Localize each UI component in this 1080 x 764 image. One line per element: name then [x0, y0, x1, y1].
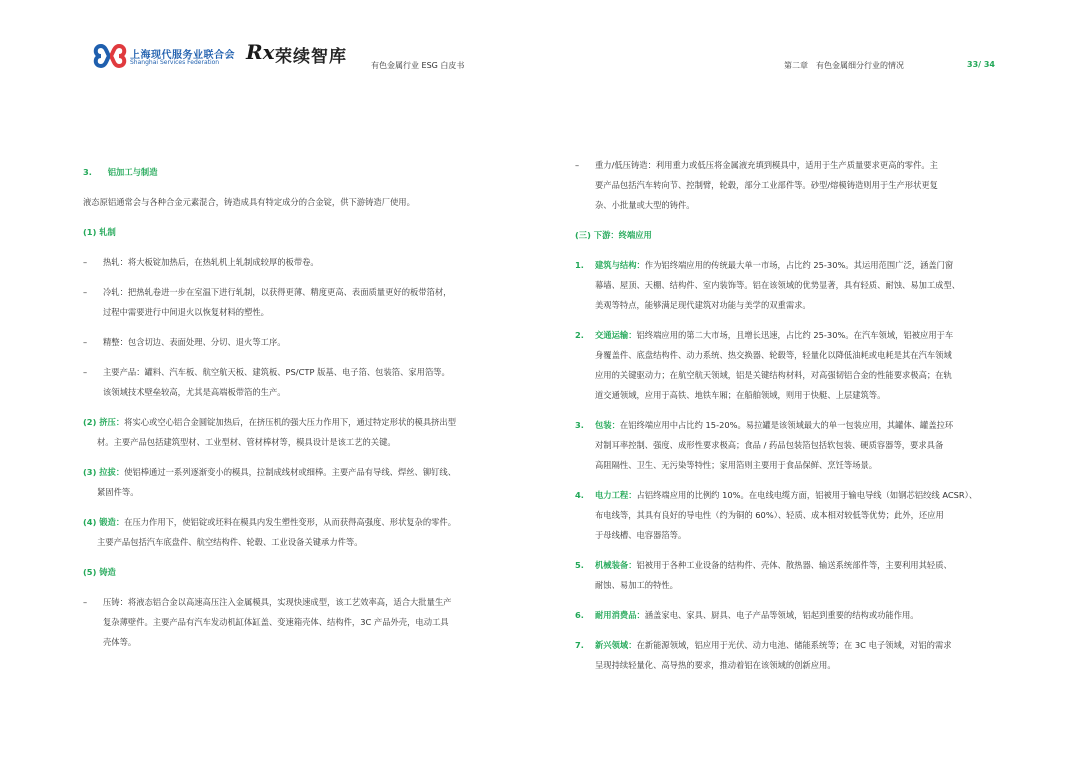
- list-item: [575, 155, 1015, 215]
- item-line: 幕墙、屋顶、天棚、结构件、室内装饰等。铝在该领域的优势显著，具有轻质、耐蚀、易加工成型、: [595, 280, 961, 290]
- item-line: 壳体等。: [103, 637, 137, 647]
- item-line: 应用的关键驱动力；在航空航天领域，铝是关键结构材料，对高强韧铝合金的性能要求极高；在轨: [595, 370, 952, 380]
- item-keyword: 包装：: [595, 420, 620, 430]
- item-number: 3.: [575, 420, 584, 430]
- item-line: 冷轧：把热轧卷进一步在室温下进行轧制，以获得更薄、精度更高、表面质量更好的板带箔材，: [103, 287, 452, 297]
- item-number: 7.: [575, 640, 584, 650]
- item-line: 高阻隔性、卫生、无污染等特性；家用箔则主要用于食品保鲜、烹饪等场景。: [595, 460, 878, 470]
- org-name-cn: 上海现代服务业联合会: [130, 50, 235, 61]
- brand-name: 荣续智库: [275, 47, 347, 67]
- list-item: [575, 605, 1015, 625]
- intro-paragraph: 液态原铝通常会与各种合金元素混合，铸造成具有特定成分的合金锭，供下游铸造厂使用。: [83, 197, 415, 207]
- list-item: [83, 332, 523, 352]
- item-line: 铝被用于各种工业设备的结构件、壳体、散热器、输送系统部件等，主要利用其轻质、: [636, 560, 952, 570]
- list-item: [83, 282, 523, 322]
- item-line: 主要产品包括汽车底盘件、航空结构件、轮毂、工业设备关键承力件等。: [97, 537, 363, 547]
- list-item: [575, 555, 1015, 595]
- item-line: 于母线槽、电容器箔等。: [595, 530, 687, 540]
- item-keyword: 交通运输：: [595, 330, 637, 340]
- rolling-heading: (1) 轧制: [83, 227, 116, 237]
- list-item: [575, 415, 1015, 475]
- casting-heading: (5) 铸造: [83, 567, 116, 577]
- item-line: 在铝终端应用中占比约 15-20%。易拉罐是该领域最大的单一包装应用，其罐体、罐盖拉环: [619, 420, 954, 430]
- item-keyword: 机械装备：: [595, 560, 637, 570]
- extrusion-paragraph: [83, 412, 523, 452]
- item-line: 身覆盖件、底盘结构件、动力系统、热交换器、轮毂等，轻量化以降低油耗或电耗是其在汽车领域: [595, 350, 952, 360]
- item-line: 呈现持续轻量化、高导热的要求，推动着铝在该领域的创新应用。: [595, 660, 836, 670]
- item-keyword: 新兴领域：: [595, 640, 637, 650]
- item-line: 作为铝终端应用的传统最大单一市场，占比约 25-30%。其运用范围广泛，涵盖门窗: [644, 260, 954, 270]
- item-line: 材。主要产品包括建筑型材、工业型材、管材棒材等，模具设计是该工艺的关键。: [97, 437, 396, 447]
- item-number: 6.: [575, 610, 584, 620]
- extrusion-heading: (2) 挤压：: [83, 417, 125, 427]
- rolling-list: [83, 252, 523, 402]
- downstream-list: [575, 255, 1015, 675]
- org-name-en: Shanghai Services Federation: [130, 59, 220, 66]
- right-column: [575, 155, 1015, 675]
- item-line: 复杂薄壁件。主要产品有汽车发动机缸体缸盖、变速箱壳体、结构件，3C 产品外壳，电动工具: [103, 617, 449, 627]
- item-keyword: 耐用消费品：: [595, 610, 645, 620]
- downstream-heading: (三) 下游：终端应用: [575, 230, 652, 240]
- item-line: 该领域技术壁垒较高，尤其是高端板带箔的生产。: [103, 387, 286, 397]
- item-line: 压铸：将液态铝合金以高速高压注入金属模具，实现快速成型，该工艺效率高，适合大批量生产: [103, 597, 452, 607]
- item-number: 2.: [575, 330, 584, 340]
- item-line: 紧固件等。: [97, 487, 139, 497]
- forging-heading: (4) 锻造：: [83, 517, 125, 527]
- ssf-logo-icon: [93, 43, 127, 69]
- item-line: 精整：包含切边、表面处理、分切、退火等工序。: [103, 337, 286, 347]
- page-number: 33/ 34: [967, 60, 995, 69]
- section-title: 铝加工与制造: [107, 167, 158, 177]
- dash-bullet: –: [83, 597, 88, 607]
- dash-bullet: –: [575, 160, 580, 170]
- dash-bullet: –: [83, 337, 88, 347]
- item-line: 道交通领域，应用于高铁、地铁车厢；在船舶领域，则用于快艇、上层建筑等。: [595, 390, 886, 400]
- item-line: 重力/低压铸造：利用重力或低压将金属液充填到模具中，适用于生产质量要求更高的零件。主: [595, 160, 938, 170]
- item-line: 要产品包括汽车转向节、控制臂，轮毂，部分工业部件等。砂型/熔模铸造则用于生产形状更复: [595, 180, 938, 190]
- doc-title: 有色金属行业 ESG 白皮书: [371, 61, 465, 70]
- item-line: 布电线等，其具有良好的导电性（约为铜的 60%）、轻质、成本相对较低等优势；此外，还应用: [595, 510, 944, 520]
- item-keyword: 电力工程：: [595, 490, 637, 500]
- item-line: 热轧：将大板锭加热后，在热轧机上轧制成较厚的板带卷。: [103, 257, 319, 267]
- item-line: 涵盖家电、家具、厨具、电子产品等领域，铝起到重要的结构或功能作用。: [644, 610, 919, 620]
- item-keyword: 建筑与结构：: [595, 260, 645, 270]
- list-item: [575, 325, 1015, 405]
- item-line: 过程中需要进行中间退火以恢复材料的塑性。: [103, 307, 269, 317]
- item-line: 杂、小批量或大型的铸件。: [595, 200, 695, 210]
- item-line: 占铝终端应用的比例约 10%。在电线电缆方面，铝被用于输电导线（如钢芯铝绞线 ACSR）、: [636, 490, 978, 500]
- forging-paragraph: [83, 512, 523, 552]
- item-line: 在压力作用下，使铝锭或坯料在模具内发生塑性变形，从而获得高强度、形状复杂的零件。: [124, 517, 457, 527]
- rx-logo-icon: Rx: [246, 40, 275, 64]
- item-line: 铝终端应用的第二大市场，且增长迅速，占比约 25-30%。在汽车领域，铝被应用于车: [636, 330, 954, 340]
- list-item: [83, 592, 523, 652]
- section-heading: [83, 162, 523, 182]
- item-line: 耐蚀、易加工的特性。: [595, 580, 678, 590]
- dash-bullet: –: [83, 367, 88, 377]
- item-line: 对制耳率控制、强度、成形性要求极高；食品 / 药品包装箔包括软包装、硬质容器等，要求具备: [595, 440, 944, 450]
- list-item: [575, 485, 1015, 545]
- left-column: [83, 162, 523, 652]
- header: [0, 0, 1080, 90]
- item-number: 4.: [575, 490, 584, 500]
- item-number: 1.: [575, 260, 584, 270]
- drawing-heading: (3) 拉拔：: [83, 467, 125, 477]
- item-line: 在新能源领域，铝应用于光伏、动力电池、储能系统等；在 3C 电子领域，对铝的需求: [636, 640, 952, 650]
- dash-bullet: –: [83, 287, 88, 297]
- item-number: 5.: [575, 560, 584, 570]
- item-line: 使铝棒通过一系列逐渐变小的模具，拉制成线材或细棒。主要产品有导线、焊丝、铆钉线、: [124, 467, 457, 477]
- dash-bullet: –: [83, 257, 88, 267]
- item-line: 将实心或空心铝合金圆锭加热后，在挤压机的强大压力作用下，通过特定形状的模具挤出型: [124, 417, 457, 427]
- item-line: 美观等特点，能够满足现代建筑对功能与美学的双重需求。: [595, 300, 811, 310]
- chapter-title: 第二章 有色金属细分行业的情况: [784, 61, 904, 70]
- section-number: 3.: [83, 167, 92, 177]
- item-line: 主要产品：罐料、汽车板、航空航天板、建筑板、PS/CTP 版基、电子箔、包装箔、家用箔等。: [103, 367, 450, 377]
- list-item: [83, 252, 523, 272]
- drawing-paragraph: [83, 462, 523, 502]
- list-item: [83, 362, 523, 402]
- list-item: [575, 635, 1015, 675]
- list-item: [575, 255, 1015, 315]
